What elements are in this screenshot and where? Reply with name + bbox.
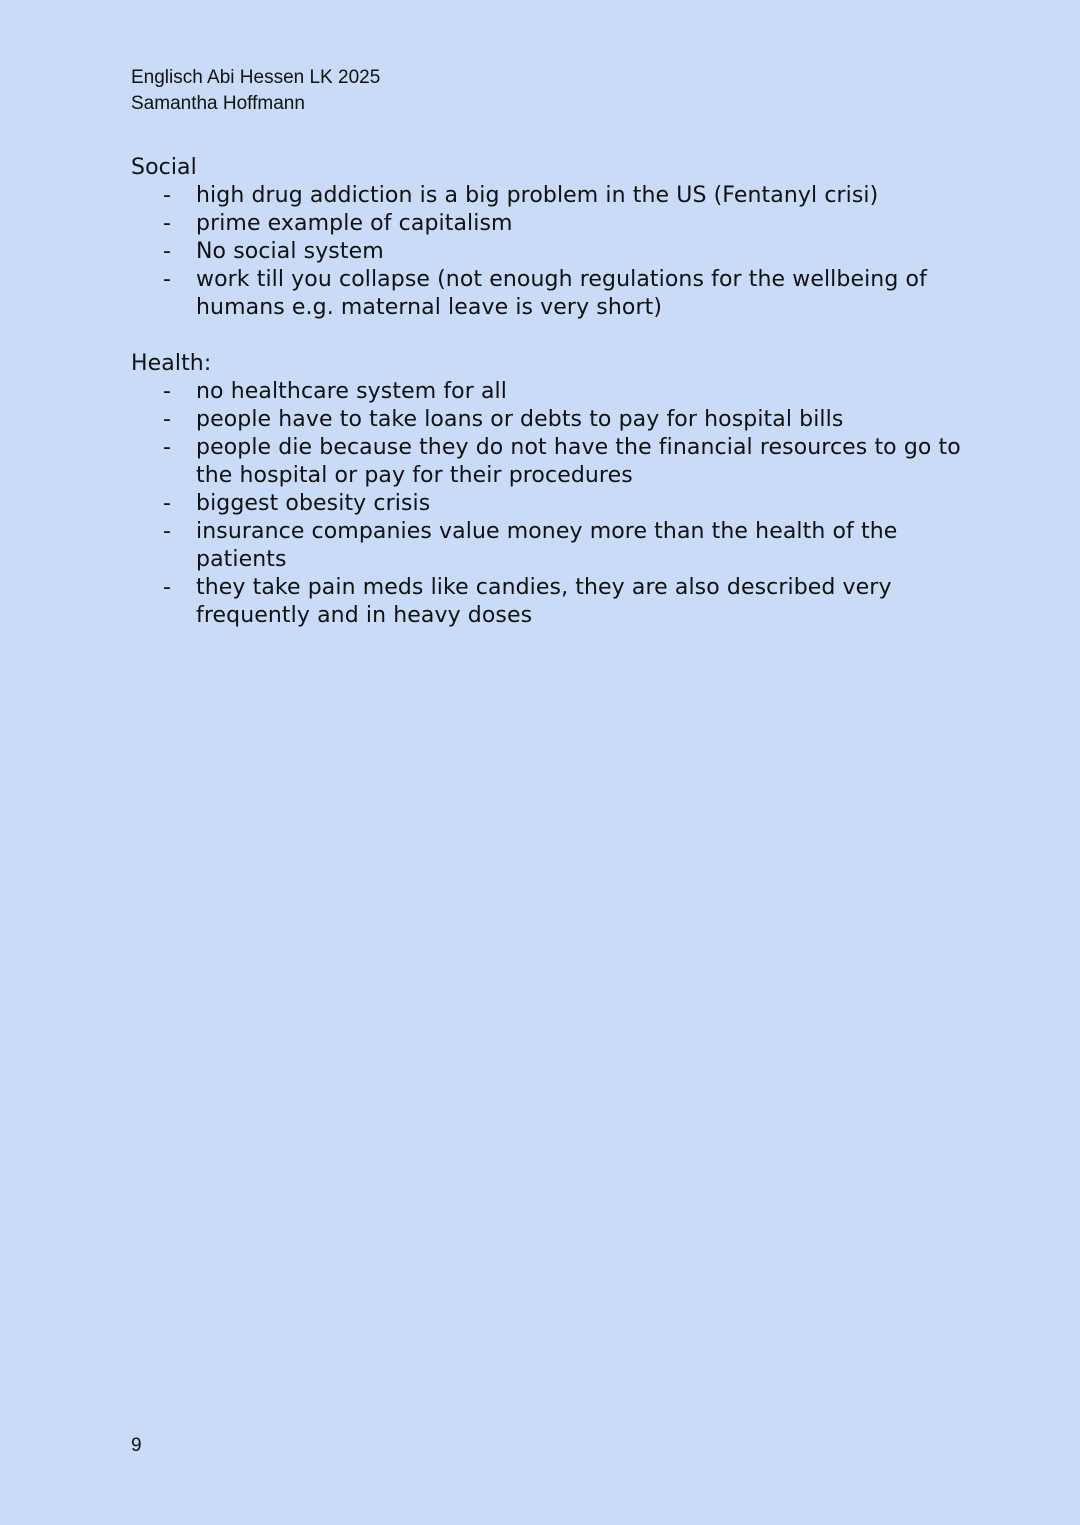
bullet-dash: - bbox=[163, 183, 172, 208]
page-number: 9 bbox=[131, 1435, 142, 1456]
list-item bbox=[131, 238, 961, 266]
document-body bbox=[131, 154, 961, 630]
bullet-dash: - bbox=[163, 379, 172, 404]
section-health bbox=[131, 350, 961, 630]
list-item bbox=[131, 210, 961, 238]
list-item-text: No social system bbox=[196, 239, 384, 264]
bullet-dash: - bbox=[163, 267, 172, 292]
list-item-text: no healthcare system for all bbox=[196, 379, 507, 404]
list-item bbox=[131, 434, 961, 490]
list-item bbox=[131, 490, 961, 518]
document-header bbox=[131, 65, 380, 117]
header-author-name: Samantha Hoffmann bbox=[131, 93, 305, 114]
section-title-health: Health: bbox=[131, 351, 212, 376]
list-item bbox=[131, 518, 961, 574]
list-item-text: people have to take loans or debts to pay for hospital bills bbox=[196, 407, 844, 432]
bullet-dash: - bbox=[163, 407, 172, 432]
bullet-dash: - bbox=[163, 211, 172, 236]
list-item-text: work till you collapse (not enough regulations for the wellbeing of humans e.g. maternal leave is very short) bbox=[196, 267, 927, 320]
list-item bbox=[131, 266, 961, 322]
header-course-title: Englisch Abi Hessen LK 2025 bbox=[131, 67, 381, 88]
bullet-dash: - bbox=[163, 575, 172, 600]
list-item bbox=[131, 574, 961, 630]
list-item-text: they take pain meds like candies, they are also described very frequently and in heavy doses bbox=[196, 575, 892, 628]
bullet-dash: - bbox=[163, 435, 172, 460]
list-item bbox=[131, 406, 961, 434]
bullet-dash: - bbox=[163, 491, 172, 516]
bullet-dash: - bbox=[163, 239, 172, 264]
bullet-dash: - bbox=[163, 519, 172, 544]
list-item-text: high drug addiction is a big problem in the US (Fentanyl crisi) bbox=[196, 183, 879, 208]
section-social bbox=[131, 154, 961, 322]
list-item-text: biggest obesity crisis bbox=[196, 491, 431, 516]
section-title-social: Social bbox=[131, 155, 197, 180]
list-item-text: people die because they do not have the financial resources to go to the hospital or pay for their procedures bbox=[196, 435, 961, 488]
social-bullet-list bbox=[131, 182, 961, 322]
section-spacer bbox=[131, 322, 961, 350]
list-item bbox=[131, 378, 961, 406]
list-item-text: insurance companies value money more than the health of the patients bbox=[196, 519, 898, 572]
list-item-text: prime example of capitalism bbox=[196, 211, 513, 236]
health-bullet-list bbox=[131, 378, 961, 630]
list-item bbox=[131, 182, 961, 210]
